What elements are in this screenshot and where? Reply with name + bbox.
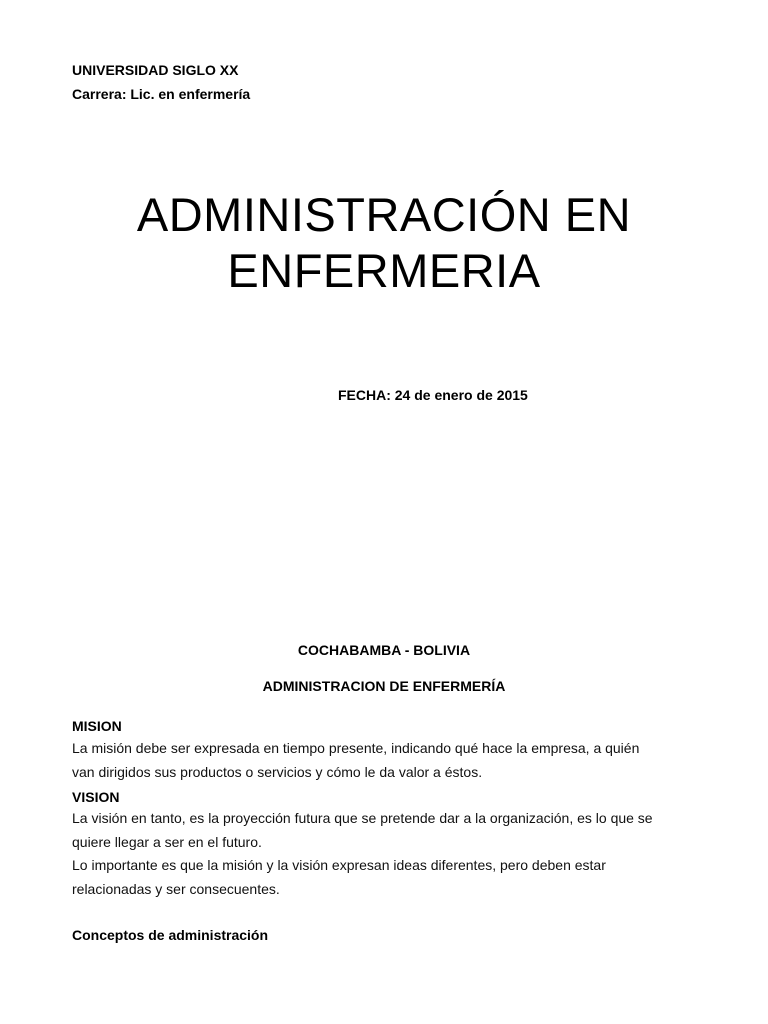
university-name: UNIVERSIDAD SIGLO XX [72,62,239,78]
mision-line: La misión debe ser expresada en tiempo presente, indicando qué hace la empresa, a quién [72,740,640,756]
mision-line: van dirigidos sus productos o servicios y cómo le da valor a éstos. [72,763,483,780]
vision-line: La visión en tanto, es la proyección futura que se pretende dar a la organización, es lo que se [72,810,653,826]
document-date: FECHA: 24 de enero de 2015 [338,387,528,403]
document-location: COCHABAMBA - BOLIVIA [297,642,471,658]
career-label: Carrera: Lic. en enfermería [72,86,251,102]
vision-line: Lo importante es que la misión y la visión expresan ideas diferentes, pero deben estar [72,857,606,873]
section-heading: ADMINISTRACION DE ENFERMERÍA [262,678,506,694]
vision-paragraph [72,807,712,901]
mision-heading: MISION [72,718,122,734]
vision-heading: VISION [72,789,120,805]
vision-line: quiere llegar a ser en el futuro. [72,833,262,850]
vision-line: relacionadas y ser consecuentes. [72,880,280,897]
document-title-line2: ENFERMERIA [227,244,541,297]
concepts-heading: Conceptos de administración [72,927,269,943]
document-title [0,187,768,299]
document-title-line1: ADMINISTRACIÓN EN [136,188,632,241]
mision-paragraph [72,737,712,784]
